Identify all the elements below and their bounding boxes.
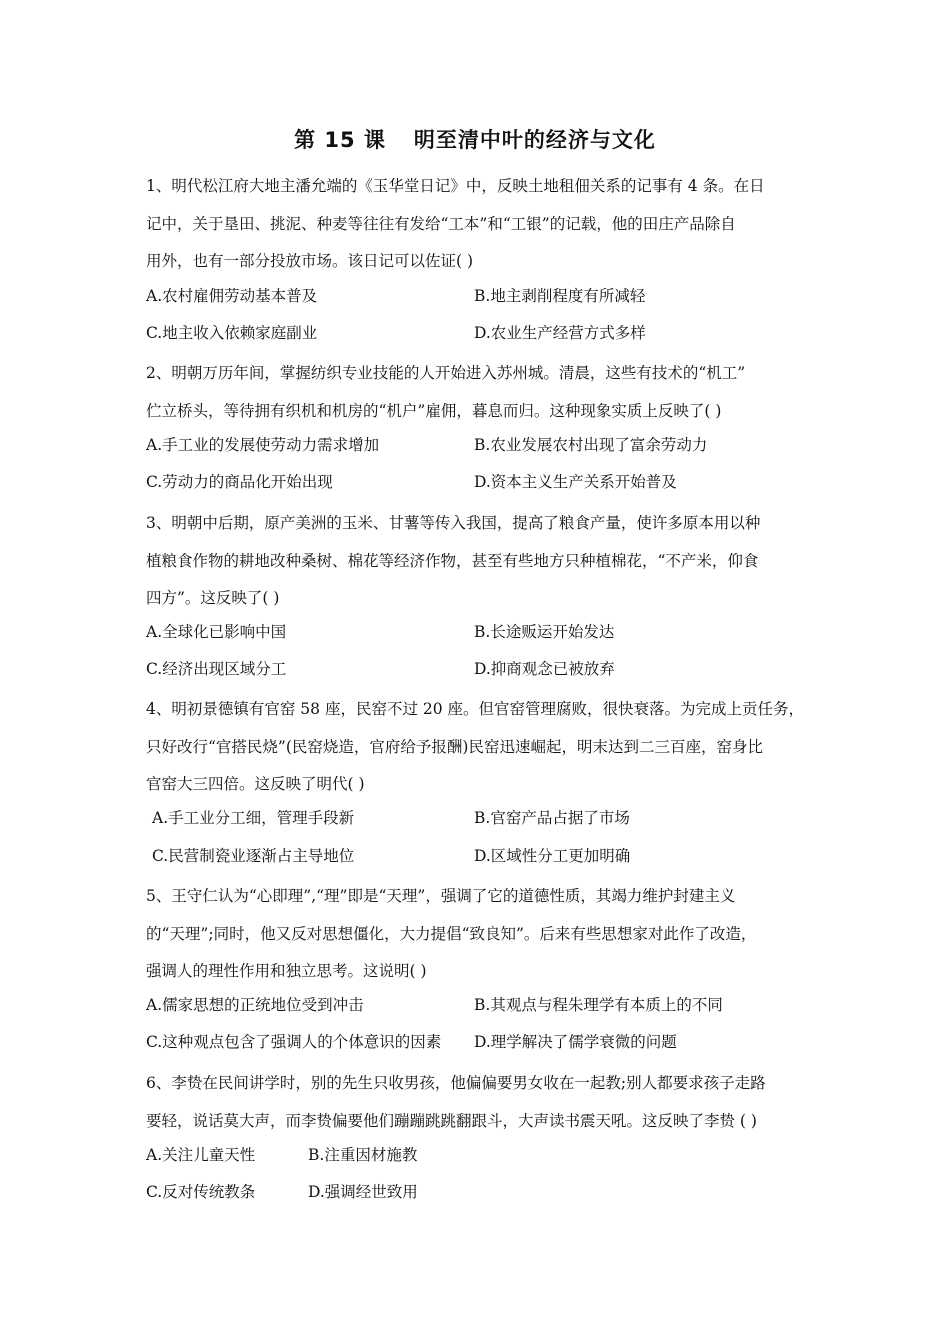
question-4-option-a[interactable]: A.手工业分工细，管理手段新 [152, 809, 355, 827]
question-2-line: 伫立桥头，等待拥有织机和机房的“机户”雇佣，暮息而归。这种现象实质上反映了( ) [146, 401, 722, 420]
question-4-option-d[interactable]: D.区域性分工更加明确 [474, 847, 631, 865]
question-2-option-b[interactable]: B.农业发展农村出现了富余劳动力 [474, 436, 708, 454]
question-3-line: 植粮食作物的耕地改种桑树、棉花等经济作物，甚至有些地方只种植棉花，“不产米，仰食 [146, 551, 759, 570]
question-4-line: 只好改行“官搭民烧”(民窑烧造，官府给予报酬)民窑迅速崛起，明末达到二三百座，窑身比 [146, 737, 763, 756]
question-1-option-a[interactable]: A.农村雇佣劳动基本普及 [146, 287, 318, 305]
question-6-option-c[interactable]: C.反对传统教条 [146, 1183, 256, 1201]
question-4-option-c[interactable]: C.民营制瓷业逐渐占主导地位 [152, 847, 355, 865]
question-5-stem [146, 878, 846, 991]
question-6-option-b[interactable]: B.注重因材施教 [308, 1146, 418, 1164]
question-1-option-d[interactable]: D.农业生产经营方式多样 [474, 324, 646, 342]
question-3-option-c[interactable]: C.经济出现区域分工 [146, 660, 287, 678]
question-1-stem [146, 168, 846, 281]
question-5-option-c[interactable]: C.这种观点包含了强调人的个体意识的因素 [146, 1033, 442, 1051]
question-2-stem [146, 355, 846, 430]
question-5-line: 5、王守仁认为“心即理”,“理”即是“天理”，强调了它的道德性质，其竭力维护封建主义 [146, 887, 736, 905]
lesson-name: 明至清中叶的经济与文化 [413, 128, 656, 152]
question-3-line: 四方”。这反映了( ) [146, 589, 280, 607]
question-2-line: 2、明朝万历年间，掌握纺织专业技能的人开始进入苏州城。清晨，这些有技术的“机工” [146, 364, 746, 382]
question-3-line: 3、明朝中后期，原产美洲的玉米、甘薯等传入我国，提高了粮食产量，使许多原本用以种 [146, 514, 761, 532]
question-5-line: 的“天理”;同时，他又反对思想僵化，大力提倡“致良知”。后来有些思想家对此作了改造， [146, 924, 757, 943]
question-6-stem [146, 1065, 846, 1140]
lesson-number: 第 15 课 [294, 128, 386, 152]
question-3-option-a[interactable]: A.全球化已影响中国 [146, 623, 287, 641]
question-6-line: 6、李贽在民间讲学时，别的先生只收男孩，他偏偏要男女收在一起教;别人都要求孩子走路 [146, 1074, 766, 1092]
question-6-option-d[interactable]: D.强调经世致用 [308, 1183, 418, 1201]
question-5-option-b[interactable]: B.其观点与程朱理学有本质上的不同 [474, 996, 723, 1014]
question-4-line: 官窑大三四倍。这反映了明代( ) [146, 775, 365, 793]
question-5-line: 强调人的理性作用和独立思考。这说明( ) [146, 962, 427, 980]
question-1-line: 1、明代松江府大地主潘允端的《玉华堂日记》中，反映土地租佃关系的记事有 4 条。在日 [146, 177, 765, 195]
question-2-option-d[interactable]: D.资本主义生产关系开始普及 [474, 473, 677, 491]
question-6-option-a[interactable]: A.关注儿童天性 [146, 1146, 256, 1164]
question-5-option-a[interactable]: A.儒家思想的正统地位受到冲击 [146, 996, 364, 1014]
question-3-option-d[interactable]: D.抑商观念已被放弃 [474, 660, 615, 678]
question-3-stem [146, 505, 846, 618]
question-4-option-b[interactable]: B.官窑产品占据了市场 [474, 809, 630, 827]
question-2-option-a[interactable]: A.手工业的发展使劳动力需求增加 [146, 436, 380, 454]
question-4-line: 4、明初景德镇有官窑 58 座，民窑不过 20 座。但官窑管理腐败，很快衰落。为完成上贡任务， [146, 700, 805, 718]
question-4-stem [146, 691, 846, 804]
question-1-line: 记中，关于垦田、挑泥、种麦等往往有发给“工本”和“工银”的记载，他的田庄产品除自 [146, 214, 736, 233]
question-3-option-b[interactable]: B.长途贩运开始发达 [474, 623, 615, 641]
question-5-option-d[interactable]: D.理学解决了儒学衰微的问题 [474, 1033, 677, 1051]
question-1-line: 用外，也有一部分投放市场。该日记可以佐证( ) [146, 252, 474, 270]
question-1-option-c[interactable]: C.地主收入依赖家庭副业 [146, 324, 318, 342]
question-1-option-b[interactable]: B.地主剥削程度有所减轻 [474, 287, 646, 305]
question-2-option-c[interactable]: C.劳动力的商品化开始出现 [146, 473, 333, 491]
page-title [0, 124, 950, 154]
question-6-line: 要轻，说话莫大声，而李贽偏要他们蹦蹦跳跳翻跟斗，大声读书震天吼。这反映了李贽 ( ) [146, 1111, 757, 1130]
